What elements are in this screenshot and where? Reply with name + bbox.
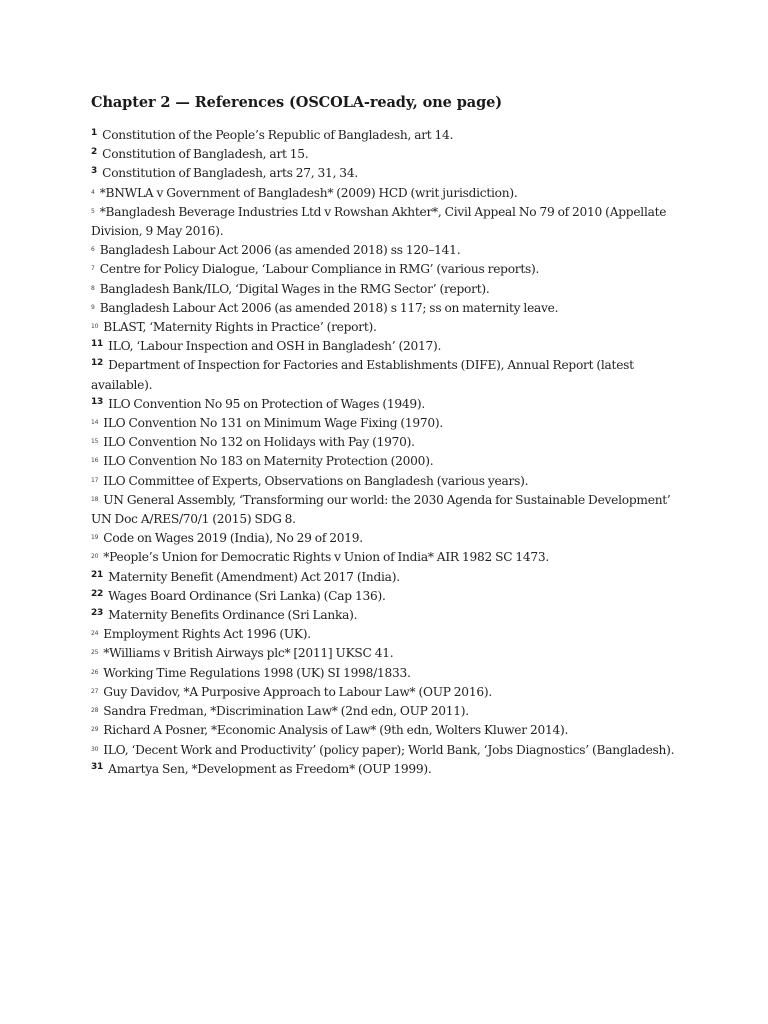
- footnote-number: 22: [91, 588, 104, 599]
- reference-item: [91, 203, 691, 241]
- footnote-number: 1: [91, 128, 98, 138]
- footnote-number: 15: [91, 438, 99, 446]
- footnote-number: 19: [91, 534, 99, 542]
- footnote-number: 5: [91, 207, 95, 215]
- footnote-number: 28: [91, 707, 99, 715]
- footnote-number: 12: [91, 358, 104, 369]
- reference-text: *Williams v British Airways plc* [2011] UKSC 41.: [103, 646, 394, 661]
- reference-text: Constitution of Bangladesh, art 15.: [102, 147, 309, 162]
- reference-text: Wages Board Ordinance (Sri Lanka) (Cap 136).: [108, 588, 386, 603]
- reference-text: Guy Davidov, *A Purposive Approach to Labour Law* (OUP 2016).: [103, 684, 492, 699]
- footnote-number: 10: [91, 323, 99, 331]
- reference-item: [91, 472, 691, 491]
- reference-item: [91, 568, 691, 587]
- reference-text: Constitution of the People’s Republic of Bangladesh, art 14.: [102, 128, 454, 142]
- footnote-number: 25: [91, 649, 99, 657]
- footnote-number: 27: [91, 687, 99, 695]
- footnote-number: 24: [91, 630, 99, 638]
- reference-item: [91, 145, 691, 164]
- reference-item: [91, 126, 691, 145]
- reference-item: [91, 299, 691, 318]
- reference-item: [91, 280, 691, 299]
- footnote-number: 14: [91, 419, 99, 427]
- footnote-number: 7: [91, 265, 95, 273]
- reference-text: *BNWLA v Government of Bangladesh* (2009) HCD (writ jurisdiction).: [99, 185, 518, 200]
- reference-text: ILO Convention No 132 on Holidays with Pay (1970).: [103, 435, 415, 450]
- reference-text: Employment Rights Act 1996 (UK).: [103, 627, 311, 642]
- reference-text: Bangladesh Labour Act 2006 (as amended 2018) ss 120–141.: [99, 243, 461, 258]
- reference-item: [91, 318, 691, 337]
- footnote-number: 29: [91, 726, 99, 734]
- footnote-number: 6: [91, 246, 95, 254]
- reference-text: Working Time Regulations 1998 (UK) SI 1998/1833.: [103, 665, 411, 680]
- footnote-number: 31: [91, 761, 104, 772]
- footnote-number: 3: [91, 166, 98, 177]
- document-page: [91, 92, 691, 779]
- footnote-number: 13: [91, 396, 104, 407]
- reference-item: [91, 625, 691, 644]
- reference-item: [91, 721, 691, 740]
- reference-item: [91, 452, 691, 471]
- reference-text: ILO Committee of Experts, Observations on Bangladesh (various years).: [103, 473, 529, 488]
- reference-item: [91, 702, 691, 721]
- reference-item: [91, 760, 691, 779]
- footnote-number: 9: [91, 303, 95, 311]
- reference-text: Department of Inspection for Factories and Establishments (DIFE), Annual Report (latest available).: [91, 358, 634, 392]
- footnote-number: 30: [91, 745, 99, 753]
- reference-text: Constitution of Bangladesh, arts 27, 31, 34.: [102, 166, 358, 181]
- footnote-number: 21: [91, 569, 104, 580]
- footnote-number: 16: [91, 457, 99, 465]
- footnote-number: 8: [91, 284, 95, 292]
- page-title: Chapter 2 — References (OSCOLA-ready, one page): [91, 94, 503, 111]
- footnote-number: 20: [91, 553, 99, 561]
- reference-item: [91, 548, 691, 567]
- reference-text: ILO, ‘Labour Inspection and OSH in Bangladesh’ (2017).: [108, 339, 442, 354]
- reference-text: ILO Convention No 95 on Protection of Wages (1949).: [108, 396, 425, 411]
- reference-item: [91, 606, 691, 625]
- reference-item: [91, 433, 691, 452]
- reference-text: BLAST, ‘Maternity Rights in Practice’ (report).: [103, 320, 377, 335]
- reference-text: ILO Convention No 131 on Minimum Wage Fixing (1970).: [103, 416, 444, 431]
- reference-text: Richard A Posner, *Economic Analysis of Law* (9th edn, Wolters Kluwer 2014).: [103, 723, 569, 738]
- reference-text: Centre for Policy Dialogue, ‘Labour Compliance in RMG’ (various reports).: [99, 262, 540, 277]
- reference-text: Sandra Fredman, *Discrimination Law* (2nd edn, OUP 2011).: [103, 704, 469, 719]
- reference-item: [91, 414, 691, 433]
- reference-item: [91, 184, 691, 203]
- reference-text: Maternity Benefits Ordinance (Sri Lanka).: [108, 608, 358, 623]
- footnote-number: 4: [91, 188, 95, 196]
- footnote-number: 2: [91, 147, 98, 158]
- reference-item: [91, 241, 691, 260]
- reference-item: [91, 683, 691, 702]
- reference-text: ILO, ‘Decent Work and Productivity’ (policy paper); World Bank, ‘Jobs Diagnostics’ (Bangladesh).: [103, 742, 675, 757]
- reference-text: *People’s Union for Democratic Rights v Union of India* AIR 1982 SC 1473.: [103, 550, 550, 565]
- reference-item: [91, 337, 691, 356]
- reference-text: UN General Assembly, ‘Transforming our world: the 2030 Agenda for Sustainable Development’ UN Doc A/RES/70/1 (2015) SDG 8.: [91, 492, 671, 527]
- reference-text: Amartya Sen, *Development as Freedom* (OUP 1999).: [108, 761, 432, 776]
- reference-text: Code on Wages 2019 (India), No 29 of 2019.: [103, 531, 363, 546]
- reference-item: [91, 260, 691, 279]
- reference-text: *Bangladesh Beverage Industries Ltd v Rowshan Akhter*, Civil Appeal No 79 of 2010 (Appellate Division, 9 May 2016).: [91, 204, 667, 239]
- reference-item: [91, 644, 691, 663]
- footnote-number: 17: [91, 476, 99, 484]
- reference-item: [91, 491, 691, 529]
- footnote-number: 26: [91, 668, 99, 676]
- reference-item: [91, 529, 691, 548]
- footnote-number: 23: [91, 608, 104, 619]
- reference-item: [91, 356, 691, 394]
- footnote-number: 18: [91, 495, 99, 503]
- reference-text: ILO Convention No 183 on Maternity Protection (2000).: [103, 454, 434, 469]
- reference-item: [91, 395, 691, 414]
- reference-item: [91, 664, 691, 683]
- reference-item: [91, 164, 691, 183]
- reference-item: [91, 587, 691, 606]
- reference-text: Bangladesh Labour Act 2006 (as amended 2018) s 117; ss on maternity leave.: [99, 300, 559, 315]
- reference-text: Maternity Benefit (Amendment) Act 2017 (India).: [108, 569, 400, 584]
- reference-text: Bangladesh Bank/ILO, ‘Digital Wages in the RMG Sector’ (report).: [99, 281, 490, 296]
- reference-item: [91, 741, 691, 760]
- footnote-number: 11: [91, 339, 104, 350]
- reference-list: [91, 126, 691, 779]
